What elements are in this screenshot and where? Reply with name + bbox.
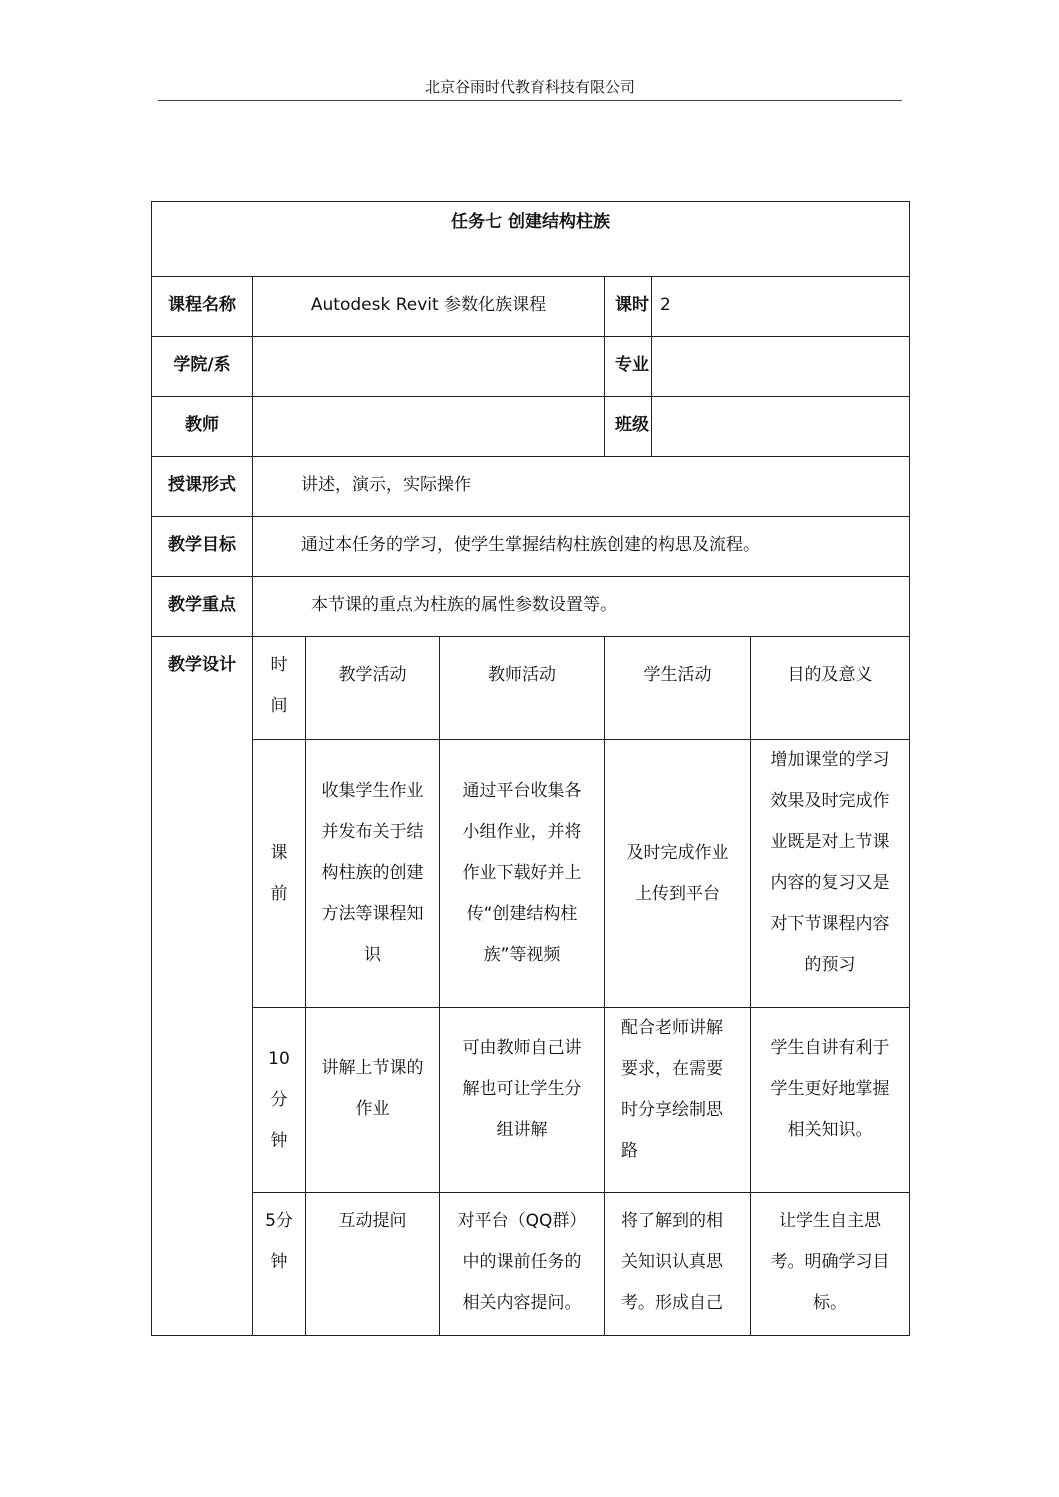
header-student-activity: 学生活动 (605, 637, 751, 740)
row2-time: 10 分 钟 (253, 1008, 306, 1193)
teacher-label: 教师 (152, 397, 253, 457)
row1-student-activity: 及时完成作业 上传到平台 (605, 740, 751, 1008)
form-label: 授课形式 (152, 457, 253, 517)
table-row (152, 1008, 910, 1193)
table-row (152, 740, 910, 1008)
header-purpose: 目的及意义 (751, 637, 910, 740)
class-label: 班级 (605, 397, 652, 457)
hours-value: 2 (652, 277, 910, 337)
lesson-plan-table (151, 201, 910, 1336)
row2-student-activity: 配合老师讲解 要求，在需要 时分享绘制思 路 (605, 1008, 751, 1193)
header-teaching-activity: 教学活动 (306, 637, 440, 740)
class-value (652, 397, 910, 457)
goal-label: 教学目标 (152, 517, 253, 577)
company-name: 北京谷雨时代教育科技有限公司 (424, 78, 635, 96)
course-name-value: Autodesk Revit 参数化族课程 (253, 277, 605, 337)
hours-label: 课时 (605, 277, 652, 337)
row1-teacher-activity: 通过平台收集各 小组作业，并将 作业下载好并上 传“创建结构柱 族”等视频 (440, 740, 605, 1008)
row2-purpose: 学生自讲有利于 学生更好地掌握 相关知识。 (751, 1008, 910, 1193)
row3-purpose: 让学生自主思 考。明确学习目 标。 (751, 1193, 910, 1336)
focus-value: 本节课的重点为柱族的属性参数设置等。 (253, 577, 910, 637)
goal-value: 通过本任务的学习，使学生掌握结构柱族创建的构思及流程。 (253, 517, 910, 577)
table-row (152, 1193, 910, 1336)
college-label: 学院/系 (152, 337, 253, 397)
header-teacher-activity: 教师活动 (440, 637, 605, 740)
college-value (253, 337, 605, 397)
row3-time: 5分 钟 (253, 1193, 306, 1336)
row3-teaching-activity: 互动提问 (306, 1193, 440, 1336)
header-time: 时 间 (253, 637, 306, 740)
page-header (158, 74, 902, 101)
row1-teaching-activity: 收集学生作业 并发布关于结 构柱族的创建 方法等课程知 识 (306, 740, 440, 1008)
row2-teacher-activity: 可由教师自己讲 解也可让学生分 组讲解 (440, 1008, 605, 1193)
row1-purpose: 增加课堂的学习 效果及时完成作 业既是对上节课 内容的复习又是 对下节课程内容 的预习 (751, 740, 910, 1008)
teacher-value (253, 397, 605, 457)
row3-teacher-activity: 对平台（QQ群） 中的课前任务的 相关内容提问。 (440, 1193, 605, 1336)
row2-teaching-activity: 讲解上节课的 作业 (306, 1008, 440, 1193)
row3-student-activity: 将了解到的相 关知识认真思 考。形成自己 (605, 1193, 751, 1336)
row1-time: 课 前 (253, 740, 306, 1008)
design-label: 教学设计 (152, 637, 253, 1336)
lesson-title: 任务七 创建结构柱族 (152, 202, 910, 277)
focus-label: 教学重点 (152, 577, 253, 637)
major-label: 专业 (605, 337, 652, 397)
form-value: 讲述，演示，实际操作 (253, 457, 910, 517)
major-value (652, 337, 910, 397)
course-name-label: 课程名称 (152, 277, 253, 337)
